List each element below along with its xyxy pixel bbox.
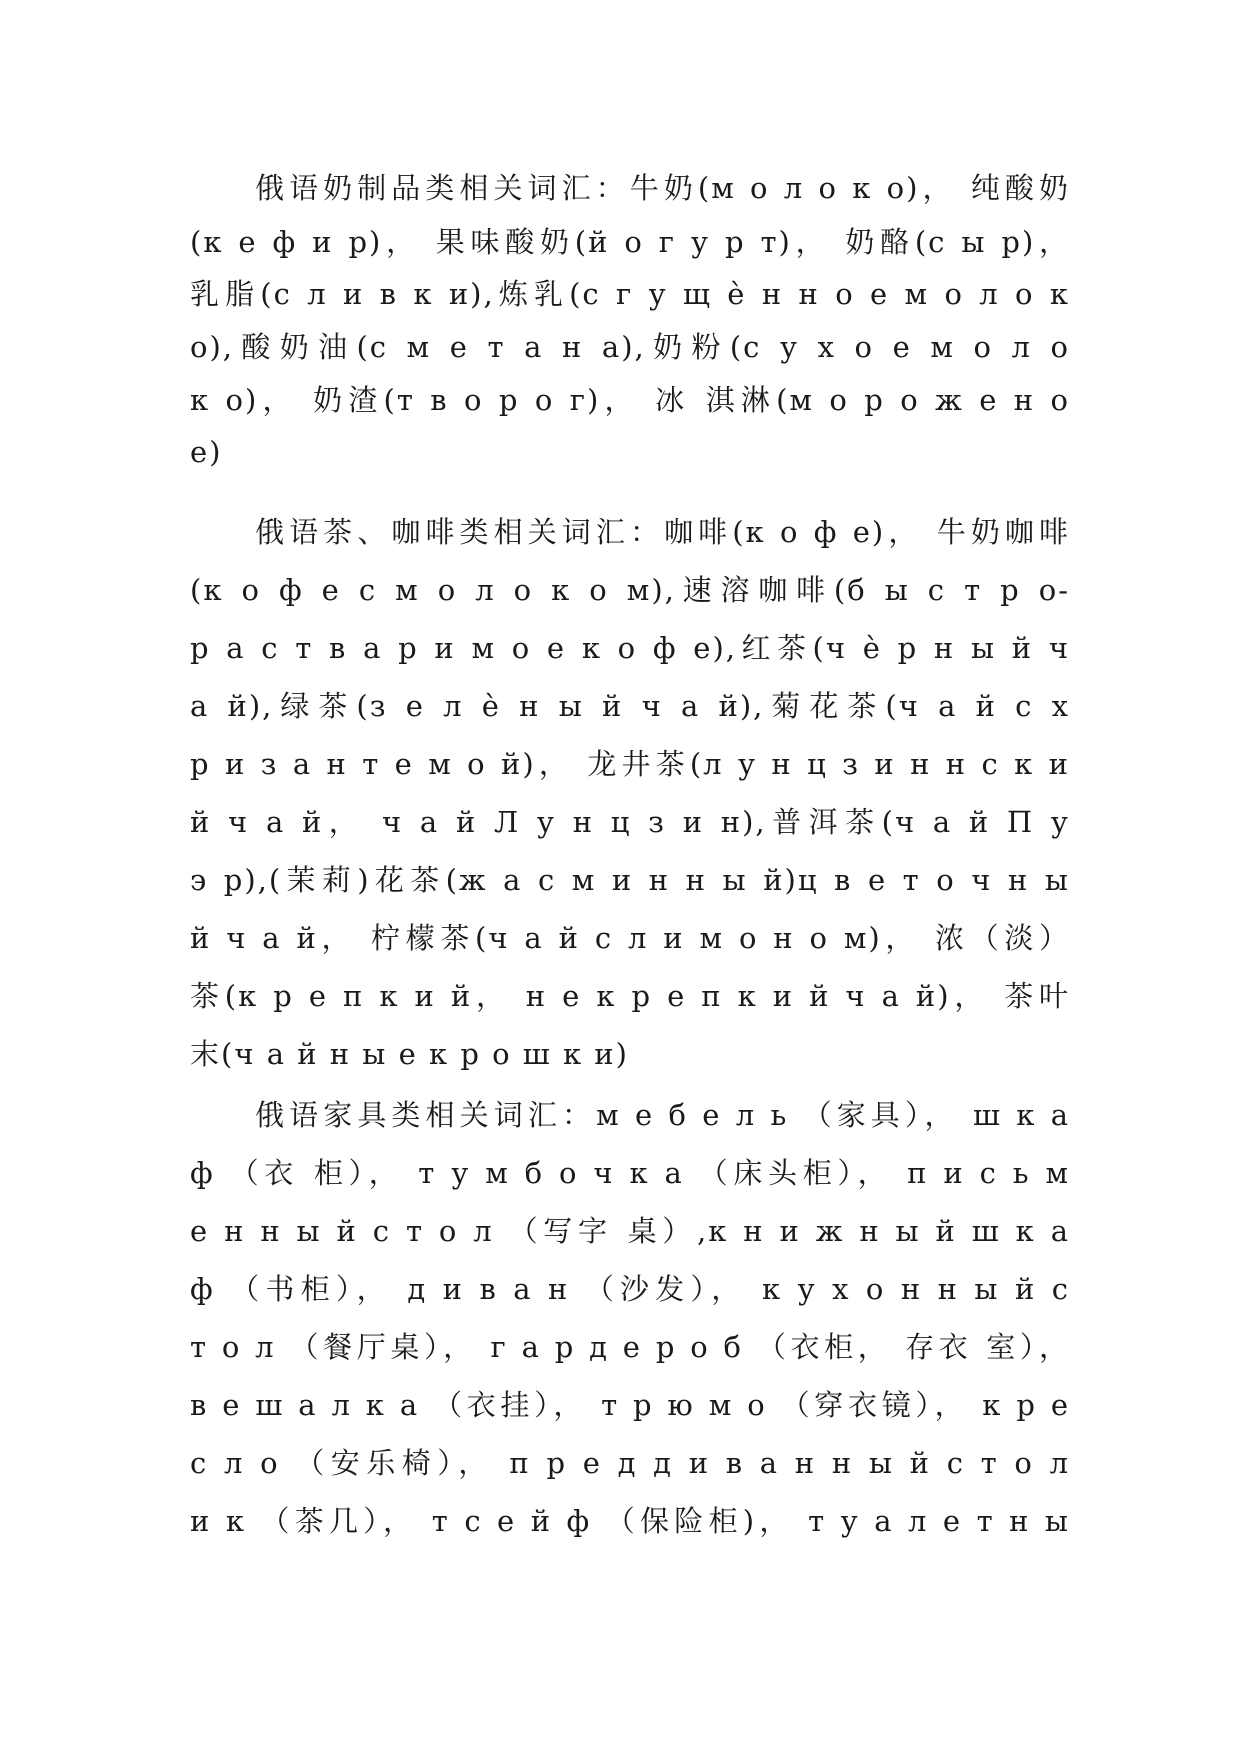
furniture-line-8: и к （茶几）， т с е й ф （保险柜)， т у а л е т н ы [190,1504,1070,1538]
furniture-line-3: е н н ы й с т о л （写字 桌）,к н и ж н ы й ш к а [190,1214,1070,1248]
tea-line-3: р а с т в а р и м о е к о ф е),红茶(ч ѐ р н ы й ч [190,631,1070,665]
dairy-line-4: о),酸奶油(с м е т а н а),奶粉(с у х о е м о л о [190,330,1070,364]
dairy-line-3: 乳脂(с л и в к и),炼乳(с г у щ ѐ н н о е м о л о к [190,277,1070,311]
tea-line-4: а й),绿茶(з е л ѐ н ы й ч а й),菊花茶(ч а й с х [190,689,1070,723]
furniture-line-5: т о л （餐厅桌）， г а р д е р о б （衣柜， 存衣 室）， [190,1330,1070,1364]
tea-line-5: р и з а н т е м о й)， 龙井茶(л у н ц з и н н с к и [190,747,1070,781]
tea-line-2: (к о ф е с м о л о к о м),速溶咖啡(б ы с т р о- [190,573,1070,607]
furniture-line-1: 俄语家具类相关词汇：м е б е л ь （家具）， ш к а [255,1098,1070,1132]
furniture-line-7: с л о （安乐椅）， п р е д д и в а н н ы й с т о л [190,1446,1070,1480]
tea-line-7: э р),(茉莉)花茶(ж а с м и н н ы й)ц в е т о ч н ы [190,863,1070,897]
tea-line-6: й ч а й， ч а й Л у н ц з и н),普洱茶(ч а й П у [190,805,1070,839]
tea-line-9: 茶(к р е п к и й， н е к р е п к и й ч а й)， 茶叶 [190,979,1070,1013]
furniture-line-4: ф （书柜）， д и в а н （沙发）， к у х о н н ы й с [190,1272,1070,1306]
furniture-line-2: ф （衣 柜）， т у м б о ч к а （床头柜）， п и с ь м [190,1156,1070,1190]
tea-line-1: 俄语茶、咖啡类相关词汇：咖啡(к о ф е)， 牛奶咖啡 [255,515,1070,549]
furniture-line-6: в е ш а л к а （衣挂）， т р ю м о （穿衣镜）， к р е [190,1388,1070,1422]
dairy-line-1: 俄语奶制品类相关词汇：牛奶(м о л о к о)， 纯酸奶 [255,171,1070,205]
dairy-line-6: е) [190,435,223,469]
dairy-line-2: (к е ф и р)， 果味酸奶(й о г у р т)， 奶酪(с ы р)， [190,225,1070,259]
dairy-line-5: к о)， 奶渣(т в о р о г)， 冰 淇淋(м о р о ж е н о [190,383,1070,417]
tea-line-8: й ч а й， 柠檬茶(ч а й с л и м о н о м)， 浓（淡） [190,921,1070,955]
tea-line-10: 末(ч а й н ы е к р о ш к и) [190,1037,629,1071]
